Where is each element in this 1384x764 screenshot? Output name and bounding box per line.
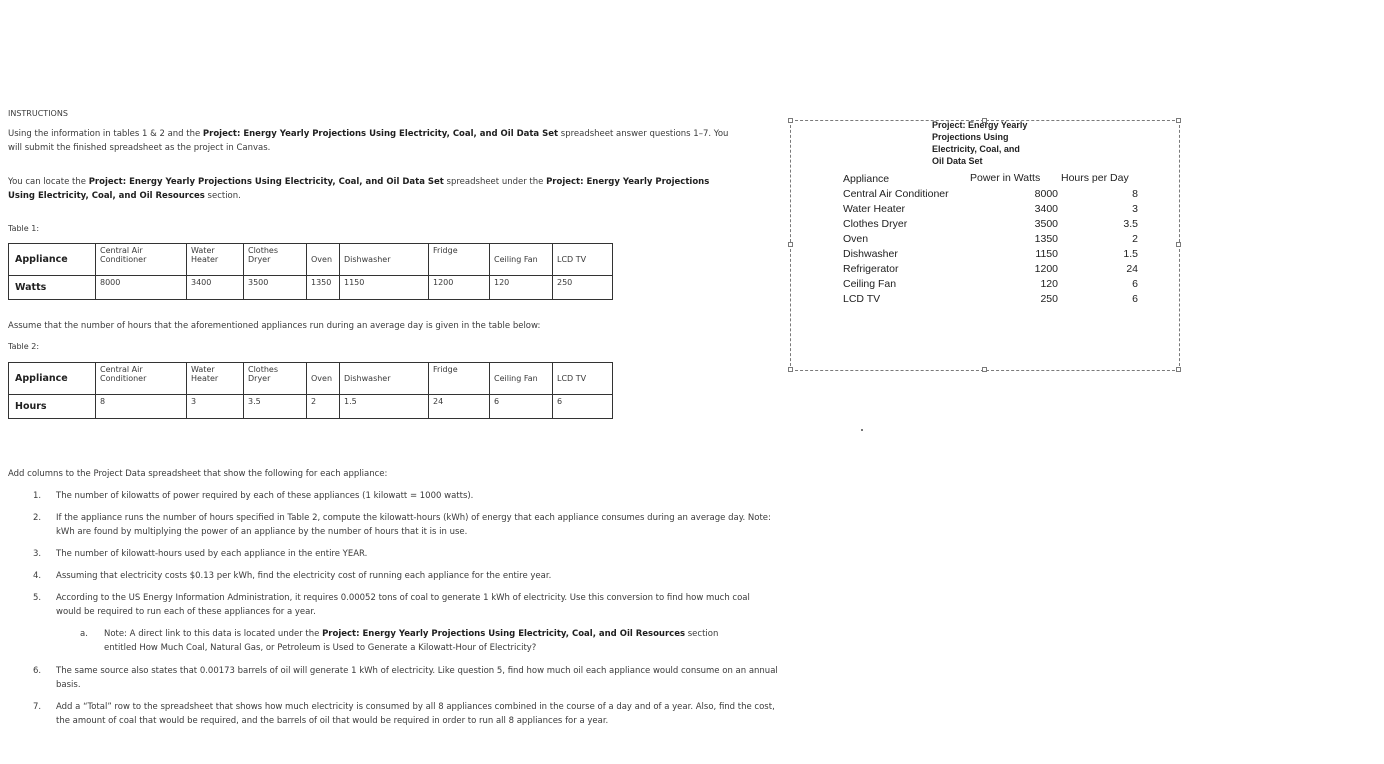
table1-cell: 1350 (307, 276, 340, 300)
spreadsheet-title-line: Project: Energy Yearly (932, 120, 1028, 130)
question-text: Add a “Total” row to the spreadsheet that shows how much electricity is consumed by all 8 appliances combined in the course of a day and of a year. Also, find the cost, (56, 702, 775, 712)
table-row (9, 244, 613, 276)
table2-cell: 8 (96, 395, 187, 419)
question-number: 5. (33, 593, 42, 603)
table2-label: Table 2: (8, 342, 40, 351)
spreadsheet-cell: Water Heater (843, 203, 906, 215)
table-watts (8, 243, 613, 300)
spreadsheet-cell: Ceiling Fan (843, 278, 897, 290)
list-item (8, 664, 798, 692)
list-item (8, 489, 798, 503)
spreadsheet-header-watts: Power in Watts (970, 172, 1041, 184)
spreadsheet-cell: 1200 (1034, 263, 1058, 275)
intro-text-line2: will submit the finished spreadsheet as the project in Canvas. (8, 143, 271, 153)
question-text: The same source also states that 0.00173 barrels of oil will generate 1 kWh of electricity. Like question 5, find how much oil each appliance would consume on an annual (56, 666, 778, 676)
question-number: 7. (33, 702, 42, 712)
spreadsheet-title-line: Projections Using (932, 132, 1009, 142)
list-item (8, 591, 798, 619)
spreadsheet-cell: LCD TV (843, 293, 881, 305)
list-item (8, 569, 798, 583)
spreadsheet-cell: Clothes Dryer (843, 218, 908, 230)
table2-cell: 6 (553, 395, 613, 419)
intro-text-a: Using the information in tables 1 & 2 and the (8, 129, 203, 139)
spreadsheet-cell: 3400 (1034, 203, 1058, 215)
locate-text-b: spreadsheet under the (443, 177, 547, 187)
spreadsheet-header-appliance: Appliance (843, 173, 890, 185)
table1-cell: Water Heater (187, 244, 244, 276)
question-text: If the appliance runs the number of hours specified in Table 2, compute the kilowatt-hours (kWh) of energy that each appliance consumes during an average day. Note: (56, 513, 771, 523)
question-list-b (8, 664, 798, 728)
table1-label: Table 1: (8, 224, 40, 233)
table1-cell: 1150 (340, 276, 429, 300)
question-number: 3. (33, 549, 42, 559)
locate-text-c: section. (204, 191, 241, 201)
table2-cell: Clothes Dryer (244, 363, 307, 395)
spreadsheet-cell: Oven (843, 233, 869, 245)
subnote-text-line2: entitled How Much Coal, Natural Gas, or Petroleum is Used to Generate a Kilowatt-Hour of Electricity? (104, 643, 537, 653)
table2-cell: Water Heater (187, 363, 244, 395)
spreadsheet-cell: 1350 (1034, 233, 1058, 245)
table2-cell: 6 (490, 395, 553, 419)
resize-handle[interactable] (982, 367, 987, 372)
table1-cell: 8000 (96, 276, 187, 300)
table2-cell: 3.5 (244, 395, 307, 419)
spreadsheet-header-spacer (1060, 172, 1138, 187)
instructions-heading: INSTRUCTIONS (8, 109, 68, 118)
table1-cell: Fridge (429, 244, 490, 276)
table1-row-label-watts: Watts (9, 276, 96, 300)
table1-cell: 3500 (244, 276, 307, 300)
spreadsheet-cell: 8 (1132, 188, 1138, 200)
table-row (9, 363, 613, 395)
spreadsheet-cell: 24 (1126, 263, 1138, 275)
question-text-cont: would be required to run each of these appliances for a year. (56, 607, 316, 617)
resize-handle[interactable] (1176, 367, 1181, 372)
subnote-text-a: Note: A direct link to this data is located under the (104, 629, 323, 639)
table1-cell: LCD TV (553, 244, 613, 276)
spreadsheet-cell: 6 (1132, 293, 1138, 305)
resize-handle[interactable] (1176, 242, 1181, 247)
table-hours (8, 362, 613, 419)
table2-cell: 2 (307, 395, 340, 419)
table2-cell: LCD TV (553, 363, 613, 395)
table1-row-label-appliance: Appliance (9, 244, 96, 276)
question-number: 2. (33, 513, 42, 523)
spreadsheet-cell: 1.5 (1123, 248, 1138, 260)
question-text: The number of kilowatt-hours used by each appliance in the entire YEAR. (56, 549, 368, 559)
resize-handle[interactable] (788, 118, 793, 123)
question-text-cont: kWh are found by multiplying the power of an appliance by the number of hours that it is in use. (56, 527, 468, 537)
table2-row-label-hours: Hours (9, 395, 96, 419)
table1-cell: Central Air Conditioner (96, 244, 187, 276)
table1-cell: 120 (490, 276, 553, 300)
table1-cell: Clothes Dryer (244, 244, 307, 276)
intro-text-b: spreadsheet answer questions 1–7. You (558, 129, 729, 139)
spreadsheet-cell: 120 (1040, 278, 1058, 290)
dataset-name: Project: Energy Yearly Projections Using Electricity, Coal, and Oil Data Set (202, 129, 559, 139)
locate-text-a: You can locate the (8, 177, 89, 187)
table2-cell: 3 (187, 395, 244, 419)
subnote-letter: a. (80, 629, 88, 639)
spreadsheet-header-spacer (1000, 172, 1058, 187)
spreadsheet-title-line: Electricity, Coal, and (932, 144, 1020, 154)
locate-section-name-1: Project: Energy Yearly Projections (546, 177, 710, 187)
question-text-cont: basis. (56, 680, 81, 690)
table2-cell: Ceiling Fan (490, 363, 553, 395)
table1-cell: 250 (553, 276, 613, 300)
spreadsheet-watts-column (1000, 172, 1058, 307)
question-number: 1. (33, 491, 42, 501)
spreadsheet-cell: Refrigerator (843, 263, 899, 275)
spreadsheet-header-hours: Hours per Day (1061, 172, 1129, 184)
spreadsheet-cell: 2 (1132, 233, 1138, 245)
assume-text: Assume that the number of hours that the aforementioned appliances run during an average day is given in the table below: (8, 321, 541, 331)
table1-cell: Dishwasher (340, 244, 429, 276)
subnote-text (104, 627, 774, 655)
table2-cell: Central Air Conditioner (96, 363, 187, 395)
locate-section-name-2: Using Electricity, Coal, and Oil Resources (8, 191, 205, 201)
locate-paragraph (8, 175, 788, 203)
table2-cell: Dishwasher (340, 363, 429, 395)
spreadsheet-cell: 6 (1132, 278, 1138, 290)
question-text: Assuming that electricity costs $0.13 per kWh, find the electricity cost of running each appliance for the entire year. (56, 571, 552, 581)
table1-cell: Oven (307, 244, 340, 276)
spreadsheet-cell: 3500 (1034, 218, 1058, 230)
question-number: 4. (33, 571, 42, 581)
stray-mark (861, 429, 863, 431)
table-row (9, 395, 613, 419)
resize-handle[interactable] (788, 367, 793, 372)
table2-row-label-appliance: Appliance (9, 363, 96, 395)
list-item (8, 700, 798, 728)
table1-cell: Ceiling Fan (490, 244, 553, 276)
spreadsheet-title-line: Oil Data Set (932, 156, 983, 166)
table2-cell: 1.5 (340, 395, 429, 419)
spreadsheet-cell: 1150 (1035, 248, 1058, 260)
question-text: The number of kilowatts of power required by each of these appliances (1 kilowatt = 1000 watts). (56, 491, 474, 501)
subnote-text-b: section (685, 629, 719, 639)
spreadsheet-title (932, 119, 1052, 167)
spreadsheet-appliance-column (843, 172, 949, 307)
list-item (8, 547, 798, 561)
spreadsheet-hours-column (1060, 172, 1138, 307)
spreadsheet-cell: 3 (1132, 203, 1138, 215)
intro-paragraph (8, 127, 788, 155)
spreadsheet-cell: 3.5 (1123, 218, 1138, 230)
spreadsheet-cell: 250 (1040, 293, 1058, 305)
table2-cell: Oven (307, 363, 340, 395)
question-list-a (8, 489, 798, 619)
question-number: 6. (33, 666, 42, 676)
question-text-cont: the amount of coal that would be required, and the barrels of oil that would be required in order to run all 8 appliances for a year. (56, 716, 609, 726)
table-row (9, 276, 613, 300)
subnote-section-name: Project: Energy Yearly Projections Using Electricity, Coal, and Oil Resources (322, 629, 686, 639)
add-columns-text: Add columns to the Project Data spreadsheet that show the following for each appliance: (8, 469, 388, 479)
spreadsheet-cell: Central Air Conditioner (843, 188, 949, 200)
table2-cell: 24 (429, 395, 490, 419)
spreadsheet-cell: Dishwasher (843, 248, 898, 260)
table2-cell: Fridge (429, 363, 490, 395)
question-text: According to the US Energy Information Administration, it requires 0.00052 tons of coal to generate 1 kWh of electricity. Use this conversion to find how much coal (56, 593, 750, 603)
resize-handle[interactable] (788, 242, 793, 247)
table1-cell: 1200 (429, 276, 490, 300)
resize-handle[interactable] (1176, 118, 1181, 123)
table1-cell: 3400 (187, 276, 244, 300)
spreadsheet-cell: 8000 (1034, 188, 1058, 200)
locate-dataset-name: Project: Energy Yearly Projections Using Electricity, Coal, and Oil Data Set (88, 177, 444, 187)
list-item (8, 511, 798, 539)
